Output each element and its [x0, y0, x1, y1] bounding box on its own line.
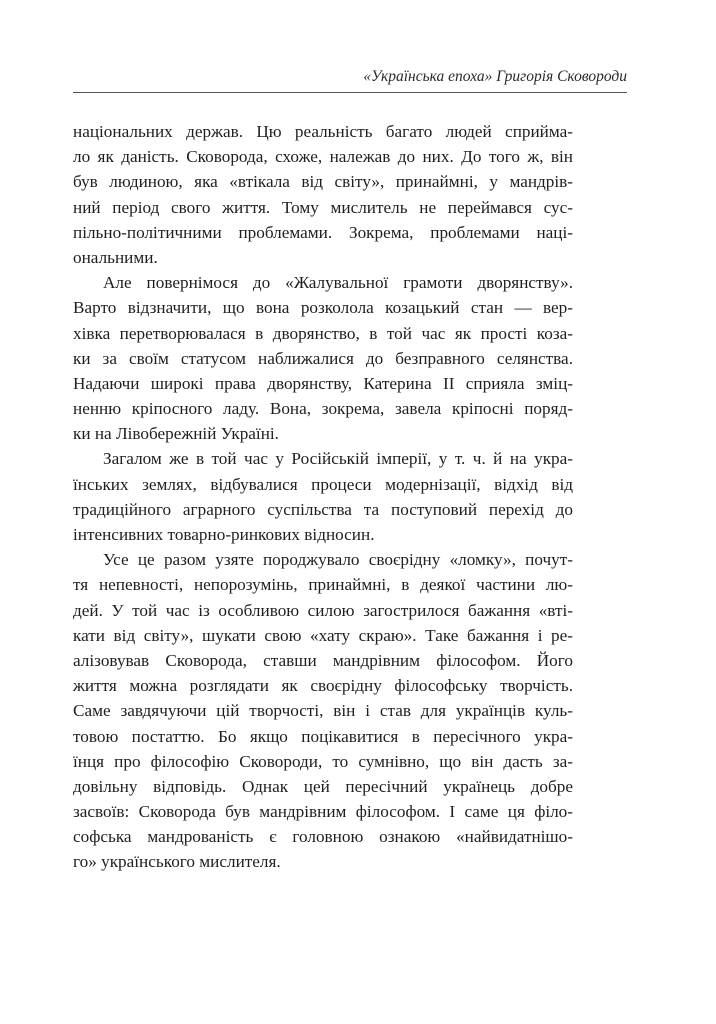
text-line: життя можна розглядати як своєрідну філософську творчість.	[73, 676, 573, 696]
text-line: традиційного аграрного суспільства та поступовий перехід до	[73, 499, 573, 519]
text-line: їнця про філософію Сковороди, то сумнівно, що він дасть за-	[73, 751, 573, 771]
text-line: довільну відповідь. Однак цей пересічний українець добре	[73, 776, 573, 796]
text-line: ки на Лівобережній Україні.	[73, 424, 279, 444]
text-line: го» українського мислителя.	[73, 852, 281, 872]
text-line: дей. У той час із особливою силою загострилося бажання «вті-	[73, 600, 573, 620]
running-header: «Українська епоха» Григорія Сковороди	[363, 68, 627, 85]
text-line: тя непевності, непорозумінь, принаймні, в деякої частини лю-	[73, 575, 573, 595]
text-line: їнських землях, відбувалися процеси модернізації, відхід від	[73, 474, 573, 494]
text-line: кати від світу», шукати свою «хату скраю». Таке бажання і ре-	[73, 625, 573, 645]
body-text	[73, 119, 573, 875]
text-line: Варто відзначити, що вона розколола козацький стан — вер-	[73, 298, 573, 318]
text-line: Загалом же в той час у Російській імперії, у т. ч. й на укра-	[103, 449, 573, 469]
paragraph	[73, 547, 573, 874]
text-line: засвоїв: Сковорода був мандрівним філософом. І саме ця філо-	[73, 802, 573, 822]
text-line: ло як даність. Сковорода, схоже, належав до них. До того ж, він	[73, 147, 573, 167]
text-line: ний період свого життя. Тому мислитель не переймався сус-	[73, 197, 573, 217]
text-line: ненню кріпосного ладу. Вона, зокрема, завела кріпосні поряд-	[73, 399, 573, 419]
text-line: Надаючи широкі права дворянству, Катерина II сприяла зміц-	[73, 373, 573, 393]
text-line: Усе це разом узяте породжувало своєрідну «ломку», почут-	[103, 550, 573, 570]
paragraph	[73, 446, 573, 547]
text-line: інтенсивних товарно-ринкових відносин.	[73, 525, 375, 544]
text-line: хівка перетворювалася в дворянство, в той час як прості коза-	[73, 323, 573, 343]
text-line: Але повернімося до «Жалувальної грамоти дворянству».	[103, 273, 573, 293]
header-rule	[73, 92, 627, 93]
text-line: ки за своїм статусом наближалися до безправного селянства.	[73, 348, 573, 368]
paragraph	[73, 270, 573, 446]
text-line: був людиною, яка «втікала від світу», принаймні, у мандрів-	[73, 172, 573, 192]
text-line: Саме завдячуючи цій творчості, він і став для українців куль-	[73, 701, 573, 721]
text-line: пільно-політичними проблемами. Зокрема, проблемами наці-	[73, 222, 573, 242]
text-line: товою постаттю. Бо якщо поцікавитися в пересічного укра-	[73, 726, 573, 746]
text-line: ональними.	[73, 247, 158, 267]
text-line: алізовував Сковорода, ставши мандрівним філософом. Його	[73, 650, 573, 670]
text-line: національних держав. Цю реальність багато людей сприйма-	[73, 122, 573, 141]
paragraph	[73, 119, 573, 270]
text-line: софська мандрованість є головною ознакою «найвидатнішо-	[73, 827, 573, 847]
